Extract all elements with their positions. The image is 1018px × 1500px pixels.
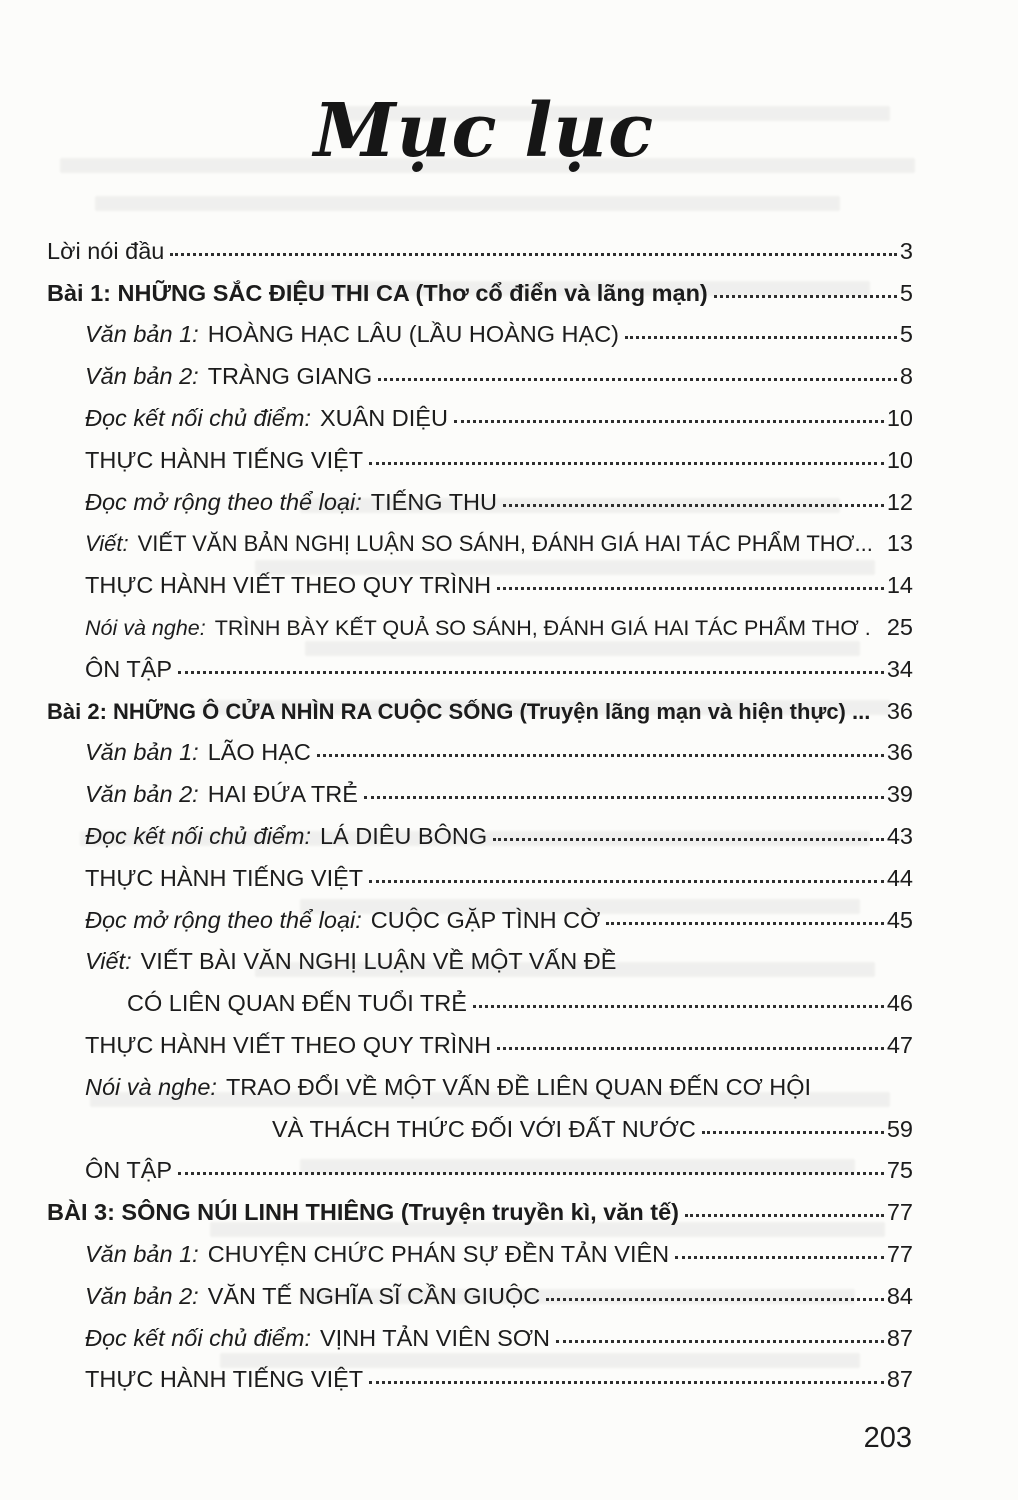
table-of-contents (47, 228, 913, 1398)
toc-entry (47, 312, 913, 354)
toc-entry-prefix: Đọc kết nối chủ điểm: (85, 1324, 311, 1351)
toc-entry (47, 1106, 913, 1148)
toc-entry-title: TRAO ĐỔI VỀ MỘT VẤN ĐỀ LIÊN QUAN ĐẾN CƠ HỘI (225, 1073, 812, 1100)
toc-entry (47, 1064, 913, 1106)
toc-entry (47, 437, 913, 479)
bleedthrough-artifact (95, 196, 840, 211)
toc-entry-prefix: Văn bản 1: (85, 739, 199, 766)
dot-leader (378, 378, 897, 381)
dot-leader (317, 754, 884, 757)
dot-leader (473, 1005, 884, 1008)
toc-entry-label (85, 823, 487, 850)
toc-entry-title: Bài 1: NHỮNG SẮC ĐIỆU THI CA (Thơ cổ điển và lãng mạn) (47, 279, 708, 306)
toc-entry (47, 771, 913, 813)
toc-entry-prefix: Văn bản 2: (85, 363, 199, 390)
toc-entry-title: CHUYỆN CHỨC PHÁN SỰ ĐỀN TẢN VIÊN (207, 1240, 670, 1267)
toc-entry (47, 353, 913, 395)
dot-leader (675, 1256, 884, 1259)
toc-entry (47, 646, 913, 688)
dot-leader (369, 880, 884, 883)
dot-leader (876, 713, 884, 716)
toc-entry-label (85, 739, 311, 766)
toc-entry (47, 1148, 913, 1190)
toc-entry-label (85, 572, 491, 599)
toc-entry (47, 270, 913, 312)
toc-entry-title: VIẾT BÀI VĂN NGHỊ LUẬN VỀ MỘT VẤN ĐỀ (140, 948, 617, 975)
toc-entry-prefix: Đọc mở rộng theo thể loại: (85, 906, 362, 933)
toc-entry-label (85, 781, 358, 808)
toc-entry-title: TIẾNG THU (370, 488, 497, 515)
toc-entry-page: 46 (886, 990, 913, 1017)
toc-entry-page: 77 (886, 1199, 913, 1226)
dot-leader (625, 336, 897, 339)
dot-leader (606, 922, 884, 925)
toc-entry-label (85, 1157, 172, 1184)
toc-entry-title: HOÀNG HẠC LÂU (LẦU HOÀNG HẠC) (207, 321, 619, 348)
toc-entry (47, 1022, 913, 1064)
toc-entry-page: 12 (886, 488, 913, 515)
toc-entry-title: THỰC HÀNH VIẾT THEO QUY TRÌNH (85, 1031, 492, 1058)
toc-entry-page: 5 (899, 321, 913, 348)
toc-entry-label (85, 1241, 669, 1268)
toc-entry-page: 59 (886, 1115, 913, 1142)
toc-entry (47, 1189, 913, 1231)
toc-entry-page: 13 (886, 530, 913, 557)
toc-entry-page: 43 (886, 822, 913, 849)
dot-leader (702, 1131, 884, 1134)
toc-entry-page: 87 (886, 1366, 913, 1393)
toc-entry-title: THỰC HÀNH TIẾNG VIỆT (85, 1366, 364, 1393)
toc-entry-page: 39 (886, 781, 913, 808)
dot-leader (170, 253, 897, 256)
toc-entry (47, 939, 913, 981)
dot-leader (497, 1047, 884, 1050)
toc-entry (47, 521, 913, 563)
toc-entry-label (85, 948, 616, 975)
toc-entry-label (272, 1116, 696, 1143)
toc-entry-label (47, 238, 164, 265)
toc-entry-prefix: Văn bản 1: (85, 1240, 199, 1267)
toc-entry-title: HAI ĐỨA TRẺ (207, 781, 358, 808)
dot-leader (178, 671, 884, 674)
toc-entry-title: THỰC HÀNH VIẾT THEO QUY TRÌNH (85, 572, 492, 599)
toc-entry-title: VÀ THÁCH THỨC ĐỐI VỚI ĐẤT NƯỚC (272, 1115, 696, 1142)
dot-leader (497, 587, 884, 590)
toc-entry-label (85, 489, 497, 516)
toc-entry-title: XUÂN DIỆU (319, 404, 448, 431)
toc-entry-page: 25 (886, 613, 913, 640)
toc-entry (47, 980, 913, 1022)
toc-entry-prefix: Viết: (85, 531, 129, 557)
toc-entry-label (85, 1032, 491, 1059)
dot-leader (454, 420, 884, 423)
toc-entry-title: THỰC HÀNH TIẾNG VIỆT (85, 446, 364, 473)
toc-entry-title: VIẾT VĂN BẢN NGHỊ LUẬN SO SÁNH, ĐÁNH GIÁ HAI TÁC PHẨM THƠ... (137, 531, 873, 557)
toc-entry (47, 1273, 913, 1315)
toc-entry-title: TRÌNH BÀY KẾT QUẢ SO SÁNH, ĐÁNH GIÁ HAI TÁC PHẨM THƠ . (214, 615, 871, 640)
toc-entry (47, 730, 913, 772)
toc-entry (47, 897, 913, 939)
toc-entry-label (85, 1366, 363, 1393)
toc-entry-prefix: Đọc kết nối chủ điểm: (85, 822, 311, 849)
toc-entry-title: LÁ DIÊU BÔNG (319, 822, 488, 849)
dot-leader (364, 796, 884, 799)
toc-entry-title: BÀI 3: SÔNG NÚI LINH THIÊNG (Truyện truyền kì, văn tế) (47, 1199, 679, 1226)
toc-entry-page: 8 (899, 363, 913, 390)
toc-entry-title: CÓ LIÊN QUAN ĐẾN TUỔI TRẺ (127, 990, 467, 1017)
toc-entry (47, 688, 913, 730)
toc-entry (47, 562, 913, 604)
toc-entry-title: Lời nói đầu (47, 237, 165, 264)
dot-leader (493, 838, 884, 841)
toc-entry-label (85, 1325, 550, 1352)
toc-entry-title: CUỘC GẶP TÌNH CỜ (370, 906, 601, 933)
toc-entry (47, 604, 913, 646)
toc-entry-label (85, 1074, 811, 1101)
toc-entry-prefix: Văn bản 2: (85, 1282, 199, 1309)
dot-leader (556, 1340, 884, 1343)
toc-entry-page: 45 (886, 906, 913, 933)
toc-entry-page: 34 (886, 655, 913, 682)
toc-entry (47, 855, 913, 897)
toc-entry-page: 10 (886, 404, 913, 431)
dot-leader (879, 545, 884, 548)
toc-entry-prefix: Viết: (85, 948, 132, 975)
toc-entry-title: Bài 2: NHỮNG Ô CỬA NHÌN RA CUỘC SỐNG (Truyện lãng mạn và hiện thực) ... (47, 698, 871, 724)
toc-entry-prefix: Nói và nghe: (85, 615, 206, 640)
toc-entry-title: THỰC HÀNH TIẾNG VIỆT (85, 864, 364, 891)
toc-entry (47, 479, 913, 521)
toc-entry-prefix: Nói và nghe: (85, 1073, 217, 1100)
toc-entry-label (47, 1199, 679, 1226)
dot-leader (178, 1172, 884, 1175)
toc-entry-label (85, 1283, 540, 1310)
toc-entry-label (47, 280, 708, 307)
toc-entry-label (85, 616, 871, 641)
toc-entry-label (85, 321, 619, 348)
toc-entry (47, 395, 913, 437)
toc-entry-label (85, 531, 873, 557)
toc-entry-page: 75 (886, 1157, 913, 1184)
dot-leader (714, 295, 897, 298)
toc-entry-title: VỊNH TẢN VIÊN SƠN (319, 1324, 550, 1351)
toc-entry-prefix: Đọc mở rộng theo thể loại: (85, 488, 362, 515)
toc-entry-label (127, 990, 467, 1017)
toc-entry-page: 14 (886, 572, 913, 599)
dot-leader (685, 1214, 884, 1217)
toc-entry-page: 36 (886, 739, 913, 766)
toc-entry (47, 228, 913, 270)
toc-entry-label (85, 405, 448, 432)
toc-entry-page: 10 (886, 446, 913, 473)
toc-entry-prefix: Đọc kết nối chủ điểm: (85, 404, 311, 431)
page-title: Mục lục (313, 88, 655, 174)
toc-entry-title: LÃO HẠC (207, 739, 311, 766)
dot-leader (503, 504, 884, 507)
toc-entry-title: TRÀNG GIANG (207, 363, 373, 390)
toc-entry-label (85, 447, 363, 474)
toc-entry-title: ÔN TẬP (85, 655, 173, 682)
toc-entry-label (85, 907, 600, 934)
toc-entry-page: 47 (886, 1031, 913, 1058)
toc-entry-page: 87 (886, 1324, 913, 1351)
toc-entry (47, 813, 913, 855)
toc-entry-page: 5 (899, 279, 913, 306)
toc-entry-page: 84 (886, 1282, 913, 1309)
toc-entry-page: 44 (886, 864, 913, 891)
dot-leader (369, 1381, 884, 1384)
dot-leader (546, 1298, 884, 1301)
toc-entry-label (85, 656, 172, 683)
toc-entry-page: 36 (886, 697, 913, 724)
toc-entry-prefix: Văn bản 1: (85, 321, 199, 348)
toc-entry (47, 1357, 913, 1399)
toc-entry-label (85, 363, 372, 390)
toc-entry-label (85, 865, 363, 892)
page-number: 203 (863, 1422, 912, 1454)
toc-entry-prefix: Văn bản 2: (85, 781, 199, 808)
toc-entry-page: 77 (886, 1240, 913, 1267)
toc-entry-title: VĂN TẾ NGHĨA SĨ CẦN GIUỘC (207, 1282, 541, 1309)
toc-entry (47, 1315, 913, 1357)
toc-entry-page: 3 (899, 237, 913, 264)
dot-leader (877, 629, 884, 632)
toc-entry-title: ÔN TẬP (85, 1157, 173, 1184)
toc-entry-label (47, 699, 870, 725)
toc-entry (47, 1231, 913, 1273)
dot-leader (369, 462, 884, 465)
